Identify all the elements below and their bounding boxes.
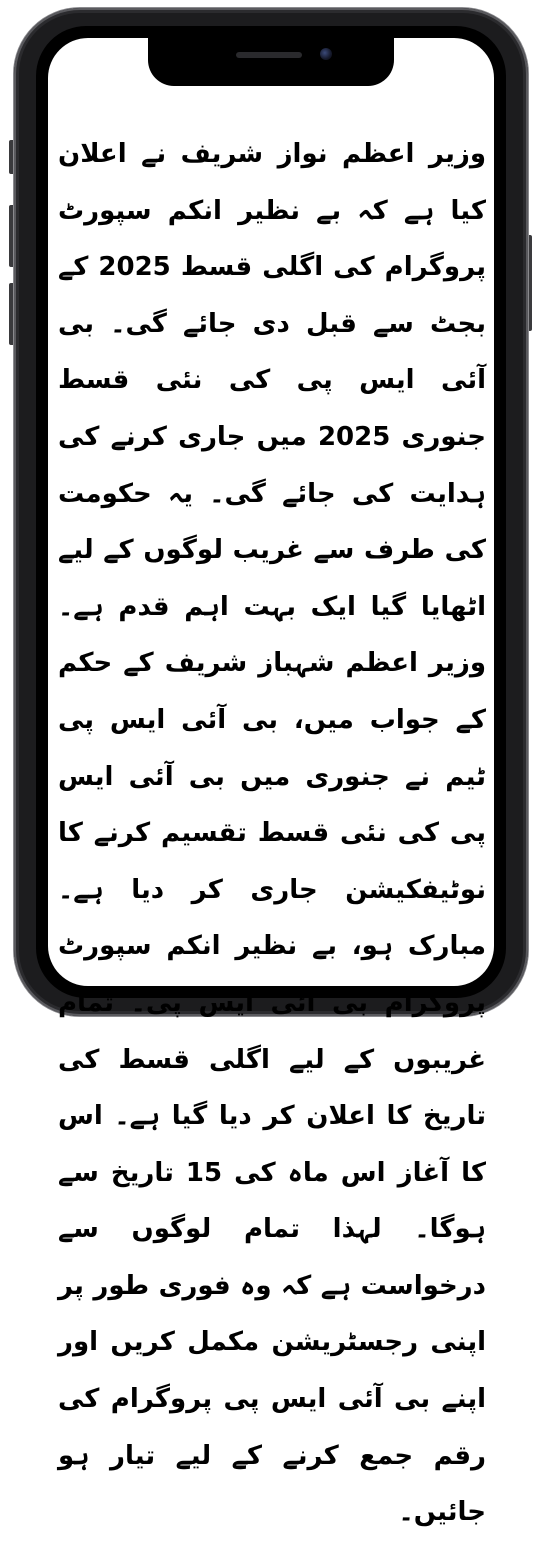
front-camera-icon (320, 48, 332, 60)
notch (148, 38, 394, 86)
phone-screen (48, 38, 494, 1528)
article-body (58, 126, 486, 1541)
phone-bezel (36, 26, 506, 1528)
article-text: وزیر اعظم نواز شریف نے اعلان کیا ہے کہ بے نظیر انکم سپورٹ پروگرام کی اگلی قسط 2025 کے بجٹ سے قبل دی جائے گی۔ بی آئی ایس پی کی نئی قسط جنوری 2025 میں جاری کرنے کی ہدایت کی جائے گی۔ یہ حکومت کی طرف سے غریب لوگوں کے لیے اٹھایا گیا ایک بہت اہم قدم ہے۔ وزیر اعظم شہباز شریف کے حکم کے جواب میں، بی آئی ایس پی ٹیم نے جنوری میں بی آئی ایس پی کی نئی قسط تقسیم کرنے کا نوٹیفکیشن جاری کر دیا ہے۔ مبارک ہو، بے نظیر انکم سپورٹ پروگرام بی آئی ایس پی۔ تمام غریبوں کے لیے اگلی قسط کی تاریخ کا اعلان کر دیا گیا ہے۔ اس کا آغاز اس ماہ کی 15 تاریخ سے ہوگا۔ لہذا تمام لوگوں سے درخواست ہے کہ وہ فوری طور پر اپنی رجسٹریشن مکمل کریں اور اپنے بی آئی ایس پی پروگرام کی رقم جمع کرنے کے لیے تیار ہو جائیں۔ (58, 139, 487, 1528)
phone-frame (14, 8, 528, 1528)
speaker-grille (236, 52, 302, 58)
